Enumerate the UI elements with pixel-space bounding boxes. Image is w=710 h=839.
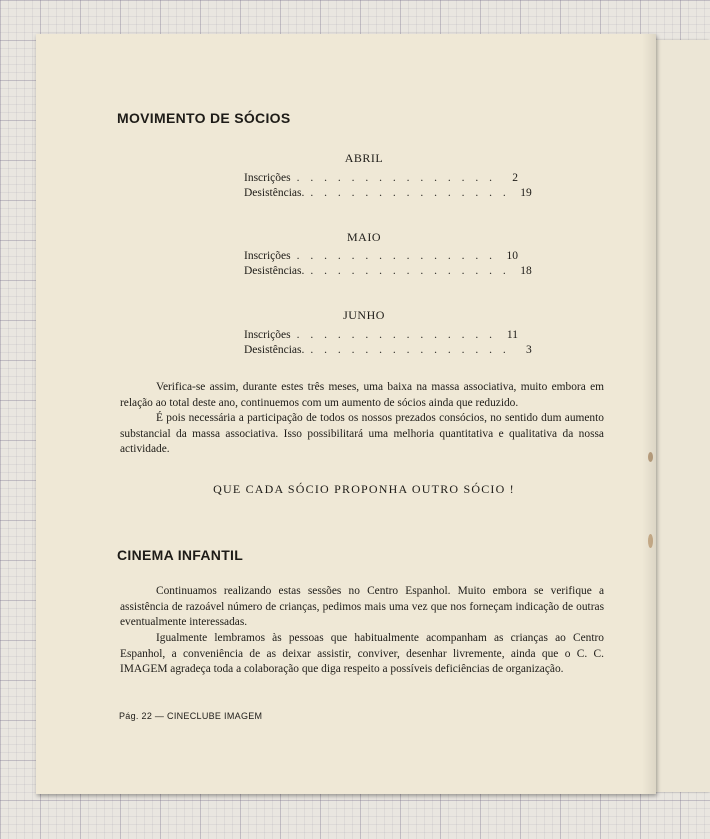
movimento-paragraph-1: Verifica-se assim, durante estes três meses, uma baixa na massa associativa, muito embora em relação ao total deste ano, continuemos com um aumento de sócios ainda que reduzido.	[120, 381, 604, 409]
stat-label: Desistências.	[244, 344, 305, 356]
stat-row	[244, 249, 518, 264]
leader-dots: . . . . . . . . . . . . . . .	[296, 250, 496, 262]
leader-dots: . . . . . . . . . . . . . . .	[310, 344, 510, 356]
leader-dots: . . . . . . . . . . . . . . .	[296, 172, 496, 184]
stat-label: Desistências.	[244, 265, 305, 277]
paper-stain	[648, 534, 653, 548]
cinema-paragraph-1: Continuamos realizando estas sessões no Centro Espanhol. Muito embora se verifique a assistência de razoável número de crianças, pedimos mais uma vez que nos forneçam indicação de outras eventualmente interessadas.	[120, 585, 604, 628]
document-page	[36, 34, 656, 794]
month-junho-stats	[244, 328, 532, 358]
stat-row	[244, 264, 532, 279]
stat-label: Inscrições	[244, 250, 291, 262]
stat-row	[244, 328, 518, 343]
stat-value: 2	[512, 172, 518, 184]
cinema-title: CINEMA INFANTIL	[117, 547, 244, 563]
stat-value: 10	[506, 250, 518, 262]
stat-label: Inscrições	[244, 329, 291, 341]
movimento-title: MOVIMENTO DE SÓCIOS	[117, 110, 291, 126]
stat-value: 3	[525, 344, 532, 356]
leader-dots: . . . . . . . . . . . . . . .	[296, 329, 496, 341]
stat-value: 11	[506, 329, 518, 341]
month-abril-stats	[244, 171, 532, 201]
stat-row	[244, 171, 518, 186]
leader-dots: . . . . . . . . . . . . . . .	[310, 187, 510, 199]
movimento-paragraph-2: É pois necessária a participação de todos os nossos prezados consócios, no sentido dum aumento substancial da massa associativa. Isso possibilitará uma melhoria quantitativa e qualitativa da nossa actividade.	[120, 412, 604, 455]
leader-dots: . . . . . . . . . . . . . . .	[310, 265, 510, 277]
stat-row	[244, 186, 532, 201]
slogan: QUE CADA SÓCIO PROPONHA OUTRO SÓCIO !	[213, 482, 515, 496]
month-junho-heading: JUNHO	[343, 308, 385, 322]
stat-label: Inscrições	[244, 172, 291, 184]
paper-stain	[648, 452, 653, 462]
cinema-paragraph-2: Igualmente lembramos às pessoas que habitualmente acompanham as crianças ao Centro Espanhol, a conveniência de as deixar assistir, conviver, desenhar livremente, ainda que o C. C. IMAGEM agradeça toda a colaboração que diga respeito a possíveis deficiências de organização.	[120, 632, 604, 675]
stat-value: 19	[520, 187, 532, 199]
stat-value: 18	[520, 265, 532, 277]
month-maio-heading: MAIO	[347, 230, 381, 244]
stat-row	[244, 343, 532, 358]
month-maio-stats	[244, 249, 532, 279]
page-footer: Pág. 22 — CINECLUBE IMAGEM	[119, 711, 263, 721]
stat-label: Desistências.	[244, 187, 305, 199]
month-abril-heading: ABRIL	[344, 151, 384, 165]
